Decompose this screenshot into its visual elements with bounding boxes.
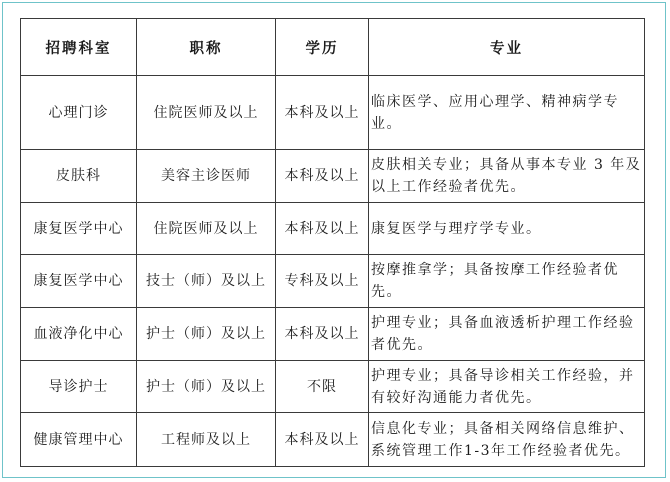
table-row: [21, 150, 645, 203]
cell-education: 本科及以上: [276, 150, 369, 203]
table-row: [21, 308, 645, 361]
cell-title: 工程师及以上: [137, 413, 276, 467]
cell-major: 皮肤相关专业；具备从事本专业 3 年及以上工作经验者优先。: [369, 150, 645, 203]
cell-major: 临床医学、应用心理学、精神病学专业。: [369, 76, 645, 150]
cell-department: 康复医学中心: [21, 255, 137, 308]
header-education: 学历: [276, 19, 369, 76]
cell-department: 导诊护士: [21, 361, 137, 413]
cell-education: 不限: [276, 361, 369, 413]
cell-department: 血液净化中心: [21, 308, 137, 361]
cell-title: 住院医师及以上: [137, 203, 276, 255]
header-department: 招聘科室: [21, 19, 137, 76]
cell-title: 美容主诊医师: [137, 150, 276, 203]
recruitment-table: [20, 18, 645, 467]
cell-major: 护理专业；具备导诊相关工作经验，并有较好沟通能力者优先。: [369, 361, 645, 413]
header-title: 职称: [137, 19, 276, 76]
cell-title: 住院医师及以上: [137, 76, 276, 150]
cell-education: 本科及以上: [276, 203, 369, 255]
cell-title: 护士（师）及以上: [137, 308, 276, 361]
cell-department: 健康管理中心: [21, 413, 137, 467]
cell-major: 按摩推拿学；具备按摩工作经验者优先。: [369, 255, 645, 308]
table-row: [21, 255, 645, 308]
cell-title: 护士（师）及以上: [137, 361, 276, 413]
cell-major: 康复医学与理疗学专业。: [369, 203, 645, 255]
cell-education: 专科及以上: [276, 255, 369, 308]
table-row: [21, 361, 645, 413]
cell-education: 本科及以上: [276, 76, 369, 150]
cell-title: 技士（师）及以上: [137, 255, 276, 308]
cell-department: 康复医学中心: [21, 203, 137, 255]
cell-major: 信息化专业；具备相关网络信息维护、系统管理工作1-3年工作经验者优先。: [369, 413, 645, 467]
cell-department: 皮肤科: [21, 150, 137, 203]
table-row: [21, 203, 645, 255]
table-row: [21, 76, 645, 150]
cell-education: 本科及以上: [276, 413, 369, 467]
cell-department: 心理门诊: [21, 76, 137, 150]
header-major: 专业: [369, 19, 645, 76]
cell-major: 护理专业；具备血液透析护理工作经验者优先。: [369, 308, 645, 361]
table-row: [21, 413, 645, 467]
table-header-row: [21, 19, 645, 76]
cell-education: 本科及以上: [276, 308, 369, 361]
